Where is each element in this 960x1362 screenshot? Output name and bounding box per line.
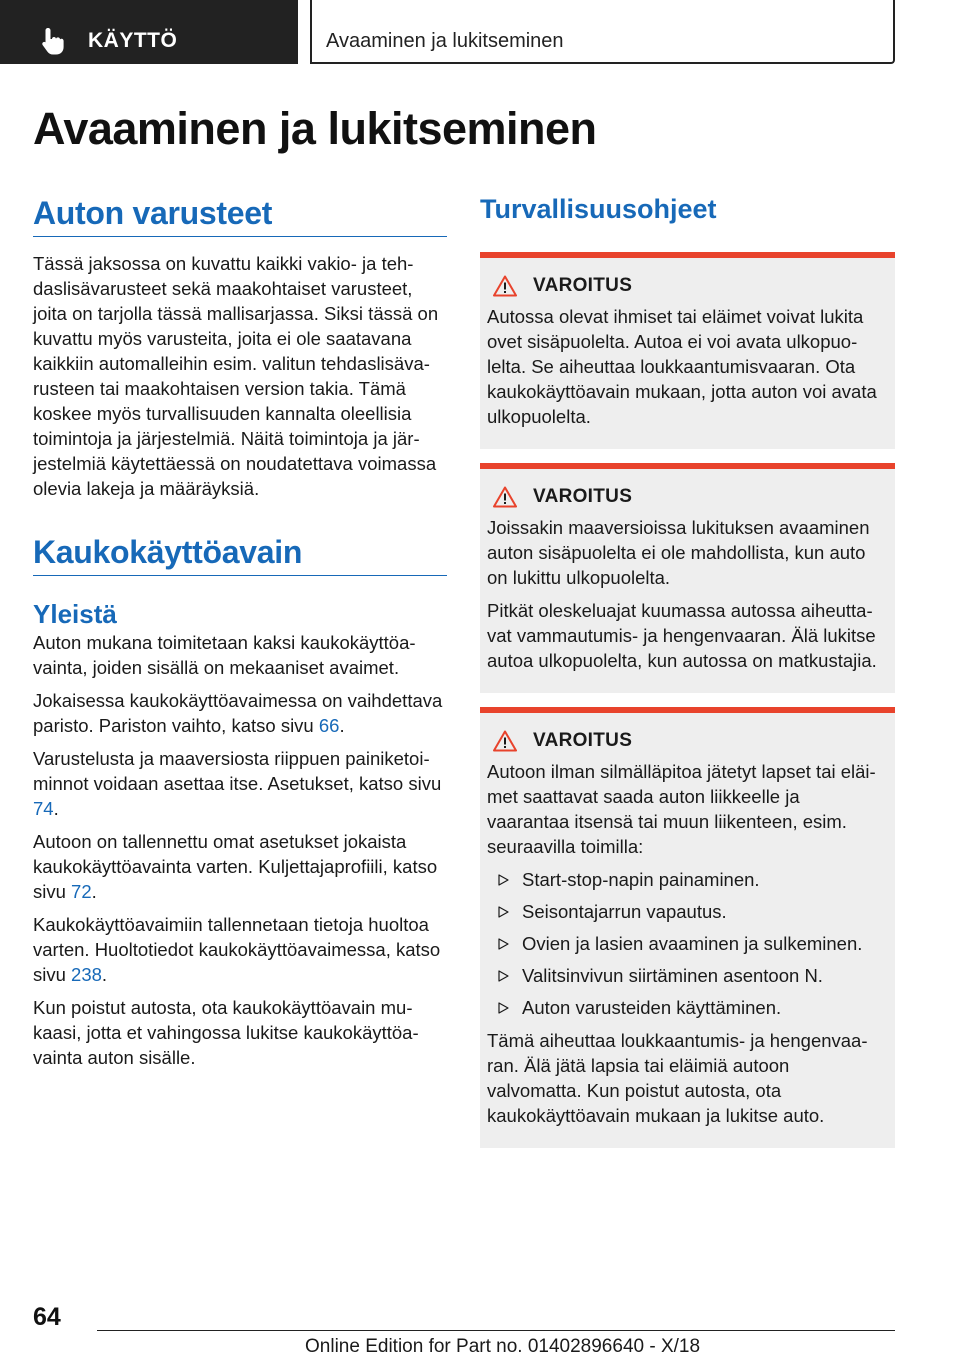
paragraph-driver-profile: [33, 829, 447, 904]
paragraph-service-data-text: Kaukokäyttöavaimiin tallennetaan tietoja huoltoa varten. Huoltotiedot kaukokäyttöavaimessa, katso sivu: [33, 914, 441, 985]
list-item-text: Start-stop-napin painaminen.: [522, 869, 760, 890]
warning-header: [487, 274, 887, 298]
triangle-bullet-icon: [498, 1002, 509, 1014]
paragraph-service-data: [33, 912, 447, 987]
heading-yleista: Yleistä: [33, 599, 117, 629]
period: .: [91, 881, 97, 902]
period: .: [339, 715, 345, 736]
paragraph-take-key: Kun poistut autosta, ota kaukokäyttöavain mukaasi, jotta et vahingossa lukitse kaukokäyttöavainta auton sisälle.: [33, 997, 419, 1068]
page-number: 64: [33, 1303, 61, 1331]
triangle-bullet-icon: [498, 938, 509, 950]
warning-text: Pitkät oleskeluajat kuumassa autossa aiheuttavat vammautumis- ja hengenvaaran. Älä lukitse autoa ulkopuolelta, kun autossa on matkustajia.: [487, 600, 877, 671]
warning-box-2: [480, 463, 895, 693]
warning-title: VAROITUS: [533, 275, 633, 296]
list-item: [487, 963, 887, 988]
warning-triangle-icon: [493, 486, 517, 508]
header-section-tab: [0, 0, 298, 64]
list-item: [487, 867, 887, 892]
list-item-text: Valitsinvivun siirtäminen asentoon N.: [522, 965, 823, 986]
warning-title: VAROITUS: [533, 730, 633, 751]
period: .: [101, 964, 108, 985]
triangle-bullet-icon: [498, 874, 509, 886]
left-column: [33, 192, 447, 1078]
link-page-72[interactable]: 72: [71, 881, 92, 902]
triangle-bullet-icon: [498, 906, 509, 918]
heading-auton-varusteet: Auton varusteet: [33, 192, 447, 237]
page-title: Avaaminen ja lukitseminen: [33, 103, 597, 154]
period: .: [53, 798, 59, 819]
warning-box-3: [480, 707, 895, 1148]
header-chapter-tab: [310, 0, 895, 64]
paragraph-battery: [33, 688, 447, 738]
warning-list: [487, 867, 887, 1020]
link-page-238[interactable]: 238: [71, 964, 102, 985]
link-page-66[interactable]: 66: [318, 715, 340, 736]
paragraph-driver-profile-text: Autoon on tallennettu omat asetukset jokaista kaukokäyttöavainta varten. Kuljettajaprofiili, katso sivu: [33, 831, 438, 902]
chapter-title: Avaaminen ja lukitseminen: [326, 30, 564, 52]
triangle-bullet-icon: [498, 970, 509, 982]
heading-turvallisuusohjeet: Turvallisuusohjeet: [480, 194, 717, 224]
list-item-text: Auton varusteiden käyttäminen.: [522, 997, 782, 1018]
paragraph-two-keys: Auton mukana toimitetaan kaksi kaukokäyttöavainta, joiden sisällä on mekaaniset avaimet.: [33, 632, 416, 678]
right-column: [480, 192, 895, 1148]
list-item: [487, 931, 887, 956]
warning-triangle-icon: [493, 730, 517, 752]
list-item-text: Ovien ja lasien avaaminen ja sulkeminen.: [522, 933, 863, 954]
warning-text: Tämä aiheuttaa loukkaantumis- ja hengenvaaran. Älä jätä lapsia tai eläimiä autoon valvomatta. Kun poistut autosta, ota kaukokäyttöavain mukaan ja lukitse auto.: [487, 1030, 868, 1126]
warning-text: Autossa olevat ihmiset tai eläimet voivat lukita ovet sisäpuolelta. Autoa ei voi avata ulkopuolelta. Se aiheuttaa loukkaantumisvaaran. Ota kaukokäyttöavain mukaan, jotta auton voi avata ulkopuolelta.: [487, 306, 877, 427]
hand-pointer-icon: [40, 26, 66, 56]
warning-triangle-icon: [493, 275, 517, 297]
list-item: [487, 995, 887, 1020]
section-label: KÄYTTÖ: [88, 29, 178, 52]
list-item-text: Seisontajarrun vapautus.: [522, 901, 727, 922]
warning-header: [487, 485, 887, 509]
warning-title: VAROITUS: [533, 486, 633, 507]
warning-text: Autoon ilman silmälläpitoa jätetyt lapset tai eläimet saattavat saada auton liikkeelle ja vaarantaa itsensä tai muun liikenteen, esim. seuraavilla toimilla:: [487, 761, 876, 857]
warning-header: [487, 729, 887, 753]
link-page-74[interactable]: 74: [33, 798, 54, 819]
list-item: [487, 899, 887, 924]
paragraph-button-functions-text: Varustelusta ja maaversiosta riippuen painiketoiminnot voidaan asettaa itse. Asetukset, katso sivu: [33, 748, 442, 794]
footer-edition: Online Edition for Part no. 01402896640 - X/18: [305, 1336, 701, 1357]
footer-divider: [97, 1330, 895, 1331]
equipment-paragraph: Tässä jaksossa on kuvattu kaikki vakio- ja tehdaslisävarusteet sekä maakohtaiset varusteet, joita on tarjolla tässä mallisarjassa. Siksi tässä on kuvattu myös varusteita, joita ei ole saatavana kaikkiin automalleihin esim. valitun tehdaslisävarusteen tai maakohtaisen version takia. Tämä koskee myös turvallisuuden kannalta oleellisia toimintoja ja järjestelmiä. Näitä toimintoja ja järjestelmiä käytettäessä on noudatettava voimassa olevia lakeja ja määräyksiä.: [33, 253, 439, 499]
paragraph-button-functions: [33, 746, 447, 821]
paragraph-battery-text: Jokaisessa kaukokäyttöavaimessa on vaihdettava paristo. Pariston vaihto, katso sivu: [33, 690, 443, 736]
warning-box-1: [480, 252, 895, 449]
heading-kaukokayttoavain: Kaukokäyttöavain: [33, 531, 447, 576]
warning-text: Joissakin maaversioissa lukituksen avaaminen auton sisäpuolelta ei ole mahdollista, kun auto on lukittu ulkopuolelta.: [487, 517, 870, 588]
